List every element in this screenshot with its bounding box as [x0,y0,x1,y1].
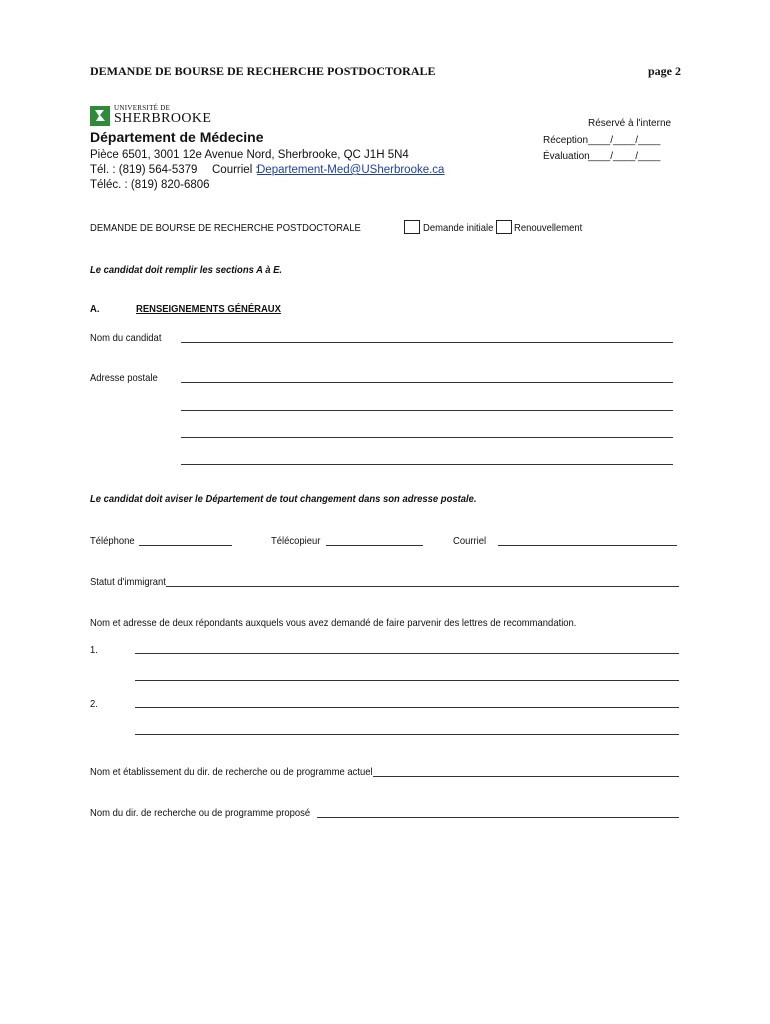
evaluation-label: Évaluation [543,151,590,162]
telecopieur-field[interactable] [326,545,423,546]
department-address: Pièce 6501, 3001 12e Avenue Nord, Sherbrooke, QC J1H 5N4 [90,149,409,161]
etablissement-label: Nom et établissement du dir. de recherche ou de programme actuel [90,766,373,778]
repondant-2-field-2[interactable] [135,734,679,735]
internal-title: Réservé à l'interne [588,118,672,129]
logo-emblem-icon [90,106,110,126]
department-email-link[interactable]: Departement-Med@USherbrooke.ca [257,164,445,176]
instruction-text: Le candidat doit remplir les sections A à E. [90,264,283,276]
section-letter: A. [90,303,100,315]
university-logo [90,106,110,131]
repondant-1-field-1[interactable] [135,653,679,654]
reception-date-field[interactable]: ____/____/____ [588,135,661,146]
telecopieur-label: Télécopieur [271,535,321,547]
reception-label: Réception [543,135,589,146]
repondants-label: Nom et adresse de deux répondants auxquels vous avez demandé de faire parvenir des lettres de recommandation. [90,617,577,629]
evaluation-date-field[interactable]: ____/____/____ [588,151,661,162]
repondant-1-field-2[interactable] [135,680,679,681]
department-tel: Tél. : (819) 564-5379 [90,164,198,176]
telephone-field[interactable] [139,545,232,546]
adresse-field-1[interactable] [181,382,673,383]
propose-label: Nom du dir. de recherche ou de programme proposé [90,807,311,819]
department-name: Département de Médecine [90,129,264,145]
statut-label: Statut d'immigrant [90,576,166,588]
repondant-2-number: 2. [90,698,98,710]
header-title: DEMANDE DE BOURSE DE RECHERCHE POSTDOCTORALE [90,64,436,78]
initial-request-checkbox[interactable] [404,220,420,234]
nom-candidat-label: Nom du candidat [90,332,162,344]
adresse-label: Adresse postale [90,372,158,384]
repondant-1-number: 1. [90,644,98,656]
form-heading: DEMANDE DE BOURSE DE RECHERCHE POSTDOCTORALE [90,222,361,234]
address-change-notice: Le candidat doit aviser le Département de tout changement dans son adresse postale. [90,493,477,505]
repondant-2-field-1[interactable] [135,707,679,708]
adresse-field-3[interactable] [181,437,673,438]
initial-request-label: Demande initiale [423,222,494,234]
etablissement-field[interactable] [373,776,679,777]
adresse-field-4[interactable] [181,464,673,465]
department-fax: Téléc. : (819) 820-6806 [90,179,210,191]
logo-line2: SHERBROOKE [114,111,212,126]
section-title: RENSEIGNEMENTS GÉNÉRAUX [136,303,281,315]
logo-line1: UNIVERSITÉ DE [114,104,171,112]
renewal-label: Renouvellement [514,222,583,234]
adresse-field-2[interactable] [181,410,673,411]
renewal-checkbox[interactable] [496,220,512,234]
courriel-label: Courriel [453,535,487,547]
page-number: page 2 [648,64,681,78]
courriel-field[interactable] [498,545,677,546]
propose-field[interactable] [317,817,679,818]
nom-candidat-field[interactable] [181,342,673,343]
department-email-label: Courriel : [212,164,259,176]
telephone-label: Téléphone [90,535,135,547]
statut-field[interactable] [166,586,679,587]
